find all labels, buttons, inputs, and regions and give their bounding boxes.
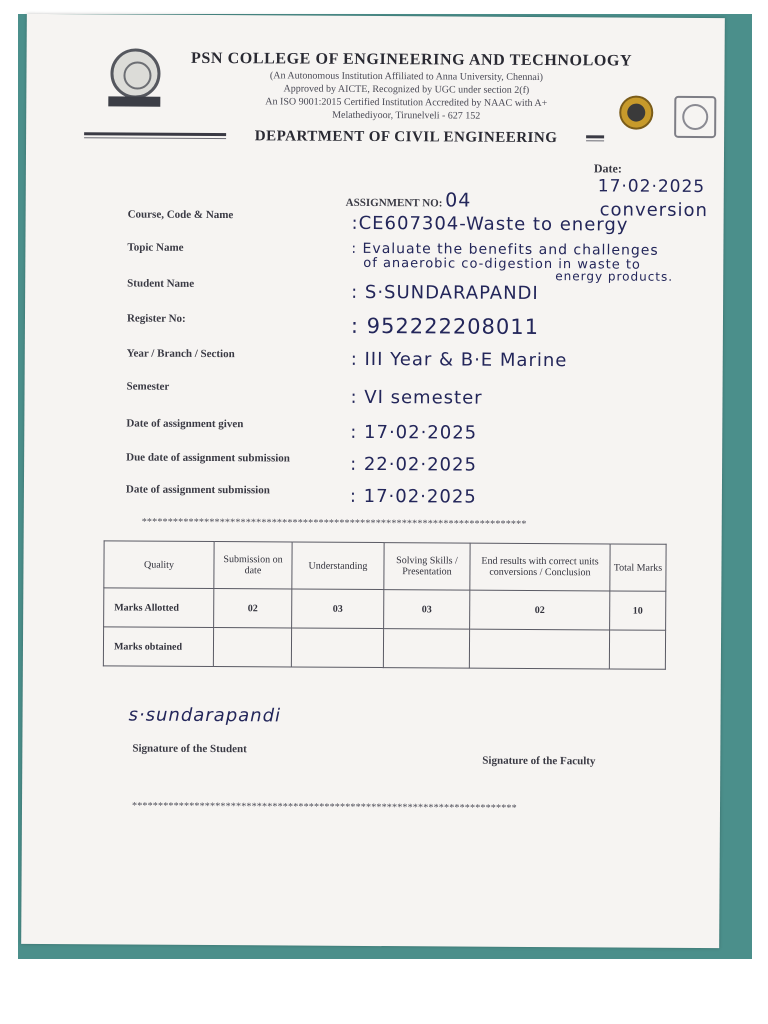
understanding-header: Understanding <box>292 542 384 590</box>
quality-header: Quality <box>104 541 214 589</box>
semester-label: Semester <box>126 380 170 393</box>
due-date-value: : 22·02·2025 <box>350 453 478 476</box>
marks-table <box>103 540 667 669</box>
college-name: PSN COLLEGE OF ENGINEERING AND TECHNOLOGY <box>190 49 633 70</box>
total-marks-header: Total Marks <box>610 544 666 592</box>
student-name-label: Student Name <box>127 277 195 290</box>
date-label: Date: <box>593 161 622 176</box>
faculty-signature-label: Signature of the Faculty <box>482 754 596 768</box>
assignment-cover-sheet <box>21 14 725 948</box>
year-branch-value: : III Year & B·E Marine <box>350 348 568 372</box>
obtained-total <box>609 630 665 669</box>
allotted-total: 10 <box>610 591 666 630</box>
student-name-value: : S·SUNDARAPANDI <box>351 281 539 305</box>
obtained-understanding <box>291 628 383 667</box>
course-continuation: conversion <box>599 199 708 222</box>
iso-certification-icon <box>674 96 716 138</box>
allotted-submission: 02 <box>214 589 292 628</box>
star-separator-bottom: ************************************************************************** <box>131 800 517 814</box>
due-date-label: Due date of assignment submission <box>126 451 290 465</box>
course-value: :CE607304-Waste to energy <box>351 212 629 236</box>
marks-table-header-row <box>104 541 666 592</box>
submission-on-date-header: Submission on date <box>214 542 292 590</box>
register-number-value: : 952222208011 <box>350 313 540 340</box>
assignment-number-value: 04 <box>445 189 472 212</box>
semester-value: : VI semester <box>350 386 483 409</box>
assignment-number-row <box>346 189 472 212</box>
marks-allotted-row <box>104 588 666 630</box>
department-title: DEPARTMENT OF CIVIL ENGINEERING <box>226 128 586 147</box>
naac-seal-icon <box>619 95 653 129</box>
topic-label: Topic Name <box>127 241 184 254</box>
allotted-understanding: 03 <box>292 589 384 628</box>
obtained-solving-skills <box>383 629 469 668</box>
accreditation-line: An ISO 9001:2015 Certified Institution Accredited by NAAC with A+ <box>265 96 548 110</box>
marks-obtained-label: Marks obtained <box>103 627 213 666</box>
star-separator-top: ************************************************************************** <box>141 516 527 530</box>
approval-line: Approved by AICTE, Recognized by UGC under section 2(f) <box>283 83 530 96</box>
date-row <box>594 161 724 197</box>
date-given-label: Date of assignment given <box>126 417 244 431</box>
allotted-end-results: 02 <box>470 590 610 630</box>
allotted-solving-skills: 03 <box>384 590 470 629</box>
marks-obtained-row <box>103 627 665 669</box>
college-logo-caption <box>108 96 160 106</box>
student-signature: s·sundarapandi <box>128 704 282 727</box>
submission-date-label: Date of assignment submission <box>125 483 270 497</box>
obtained-submission <box>213 628 291 667</box>
date-given-value: : 17·02·2025 <box>350 421 478 444</box>
topic-value-line-1: : Evaluate the benefits and challenges <box>351 240 659 259</box>
topic-value-line-2: of anaerobic co-digestion in waste to <box>363 255 641 273</box>
obtained-end-results <box>469 629 609 669</box>
submission-date-value: : 17·02·2025 <box>349 485 477 508</box>
topic-value-line-3: energy products. <box>555 269 674 284</box>
solving-skills-header: Solving Skills / Presentation <box>384 543 470 591</box>
year-branch-label: Year / Branch / Section <box>126 347 235 361</box>
student-signature-label: Signature of the Student <box>132 742 247 756</box>
course-label: Course, Code & Name <box>127 208 234 222</box>
date-value: 17·02·2025 <box>597 176 706 198</box>
end-results-header: End results with correct units conversions / Conclusion <box>470 543 610 591</box>
register-number-label: Register No: <box>126 312 186 325</box>
affiliation-line: (An Autonomous Institution Affiliated to Anna University, Chennai) <box>269 70 544 84</box>
marks-allotted-label: Marks Allotted <box>104 588 214 627</box>
address-line: Melathediyoor, Tirunelveli - 627 152 <box>332 109 481 122</box>
college-logo <box>110 48 160 98</box>
assignment-number-label: ASSIGNMENT NO: <box>345 196 443 210</box>
